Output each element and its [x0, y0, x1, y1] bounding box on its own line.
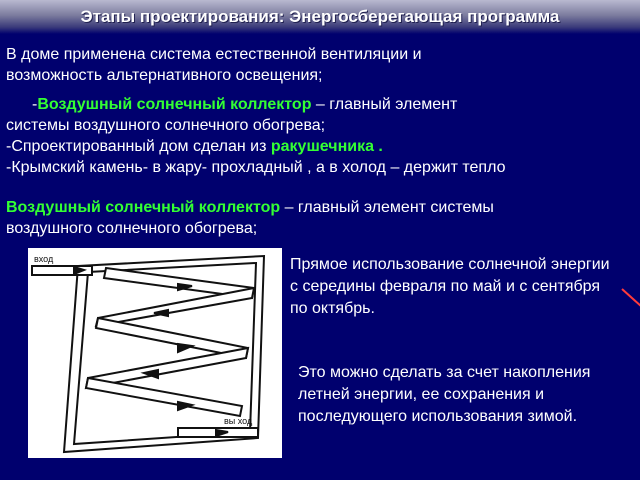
- direct-use-text: Прямое использование солнечной энергии с середины февраля по май и с сентября по октябрь.: [290, 256, 610, 317]
- collector-paragraph-highlight: Воздушный солнечный коллектор: [6, 199, 281, 216]
- crimean-stone-text: Крымский камень- в жару- прохладный , а в холод – держит тепло: [11, 159, 506, 176]
- shell-rock-text: Спроектированный дом сделан из: [11, 138, 271, 155]
- storage-text: Это можно сделать за счет накопления летней энергии, ее сохранения и последующего использования зимой.: [298, 364, 591, 425]
- bullet-shell-rock: [6, 136, 634, 157]
- collector-paragraph-rest: – главный элемент системы: [280, 199, 494, 216]
- inlet-label: вход: [34, 254, 54, 264]
- collector-drawing: [28, 248, 282, 458]
- collector-rest: – главный элемент: [311, 96, 458, 113]
- solar-collector-diagram: [28, 248, 282, 458]
- intro-line-2: возможность альтернативного освещения;: [6, 67, 323, 84]
- collector-paragraph: [6, 197, 634, 239]
- slide-title: [0, 0, 640, 34]
- bullet-crimean-stone: [6, 157, 634, 178]
- collector-highlight: Воздушный солнечный коллектор: [37, 96, 312, 113]
- bullet-dash: -: [32, 96, 38, 113]
- intro-line-1: В доме применена система естественной вентиляции и: [6, 46, 422, 63]
- bullet-collector: [6, 94, 634, 136]
- collector-line-2: системы воздушного солнечного обогрева;: [6, 117, 326, 134]
- intro-paragraph: [6, 44, 634, 86]
- outlet-label: вы ход: [224, 416, 253, 426]
- decorative-red-line: [621, 288, 640, 307]
- slide-title-text: Этапы проектирования: Энергосберегающая программа: [80, 7, 560, 26]
- collector-paragraph-line-2: воздушного солнечного обогрева;: [6, 220, 258, 237]
- shell-rock-highlight: ракушечника .: [270, 138, 383, 155]
